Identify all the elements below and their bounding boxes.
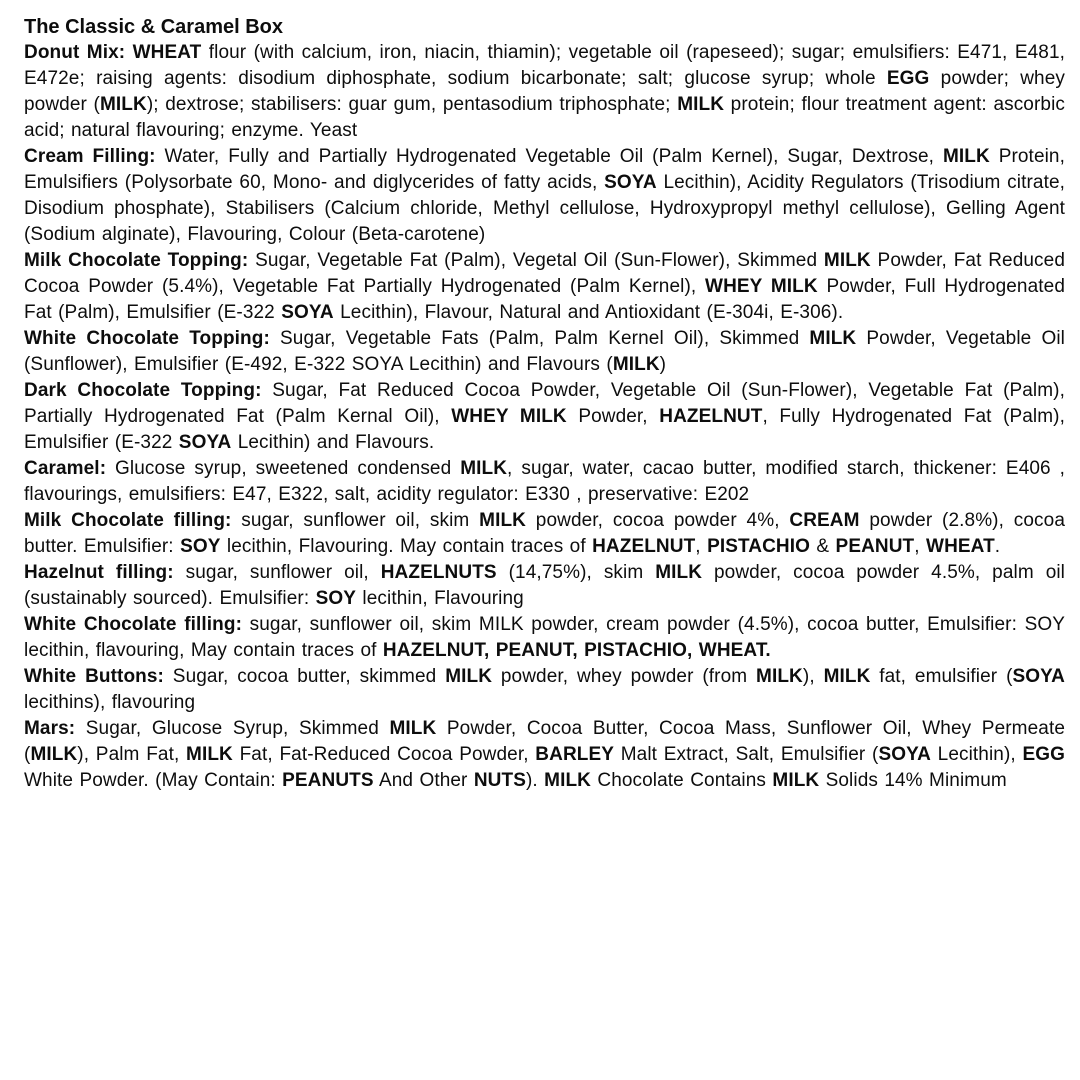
ingredient-paragraph-donut-mix: Donut Mix: WHEAT flour (with calcium, iron, niacin, thiamin); vegetable oil (rapeseed); sugar; emulsifiers: E471, E481, E472e; raising agents: disodium diphosphate, sodium bicarbonate; salt; glucose syrup; whole EGG powder; whey powder (MILK); dextrose; stabilisers: guar gum, pentasodium triphosphate; MILK protein; flour treatment agent: ascorbic acid; natural flavouring; enzyme. Yeast (24, 42, 1065, 141)
ingredient-paragraph-white-chocolate-filling: White Chocolate filling: sugar, sunflower oil, skim MILK powder, cream powder (4.5%), cocoa butter, Emulsifier: SOY lecithin, flavouring, May contain traces of HAZELNUT, PEANUT, PISTACHIO, WHEAT. (24, 614, 1065, 661)
ingredient-paragraph-milk-chocolate-topping: Milk Chocolate Topping: Sugar, Vegetable Fat (Palm), Vegetal Oil (Sun-Flower), Skimmed MILK Powder, Fat Reduced Cocoa Powder (5.4%), Vegetable Fat Partially Hydrogenated (Palm Kernel), WHEY MILK Powder, Full Hydrogenated Fat (Palm), Emulsifier (E-322 SOYA Lecithin), Flavour, Natural and Antioxidant (E-304i, E-306). (24, 250, 1065, 323)
ingredient-paragraph-dark-chocolate-topping: Dark Chocolate Topping: Sugar, Fat Reduced Cocoa Powder, Vegetable Oil (Sun-Flower), Vegetable Fat (Palm), Partially Hydrogenated Fat (Palm Kernal Oil), WHEY MILK Powder, HAZELNUT, Fully Hydrogenated Fat (Palm), Emulsifier (E-322 SOYA Lecithin) and Flavours. (24, 380, 1065, 453)
ingredient-paragraph-white-buttons: White Buttons: Sugar, cocoa butter, skimmed MILK powder, whey powder (from MILK), MILK fat, emulsifier (SOYA lecithins), flavouring (24, 666, 1066, 713)
ingredient-paragraph-mars: Mars: Sugar, Glucose Syrup, Skimmed MILK Powder, Cocoa Butter, Cocoa Mass, Sunflower Oil, Whey Permeate (MILK), Palm Fat, MILK Fat, Fat-Reduced Cocoa Powder, BARLEY Malt Extract, Salt, Emulsifier (SOYA Lecithin), EGG White Powder. (May Contain: PEANUTS And Other NUTS). MILK Chocolate Contains MILK Solids 14% Minimum (24, 718, 1066, 791)
ingredient-paragraph-caramel: Caramel: Glucose syrup, sweetened condensed MILK, sugar, water, cacao butter, modified starch, thickener: E406 , flavourings, emulsifiers: E47, E322, salt, acidity regulator: E330 , preservative: E202 (24, 458, 1065, 505)
ingredient-paragraph-white-chocolate-topping: White Chocolate Topping: Sugar, Vegetable Fats (Palm, Palm Kernel Oil), Skimmed MILK Powder, Vegetable Oil (Sunflower), Emulsifier (E-492, E-322 SOYA Lecithin) and Flavours (MILK) (24, 328, 1065, 375)
ingredient-paragraph-milk-chocolate-filling: Milk Chocolate filling: sugar, sunflower oil, skim MILK powder, cocoa powder 4%, CREAM powder (2.8%), cocoa butter. Emulsifier: SOY lecithin, Flavouring. May contain traces of HAZELNUT, PISTACHIO & PEANUT, WHEAT. (24, 510, 1065, 557)
page-title: The Classic & Caramel Box (24, 16, 283, 38)
ingredients-list (24, 40, 1065, 794)
ingredient-paragraph-hazelnut-filling: Hazelnut filling: sugar, sunflower oil, HAZELNUTS (14,75%), skim MILK powder, cocoa powder 4.5%, palm oil (sustainably sourced). Emulsifier: SOY lecithin, Flavouring (24, 562, 1066, 609)
ingredient-paragraph-cream-filling: Cream Filling: Water, Fully and Partially Hydrogenated Vegetable Oil (Palm Kernel), Sugar, Dextrose, MILK Protein, Emulsifiers (Polysorbate 60, Mono- and diglycerides of fatty acids, SOYA Lecithin), Acidity Regulators (Trisodium citrate, Disodium phosphate), Stabilisers (Calcium chloride, Methyl cellulose, Hydroxypropyl methyl cellulose), Gelling Agent (Sodium alginate), Flavouring, Colour (Beta-carotene) (24, 146, 1065, 245)
